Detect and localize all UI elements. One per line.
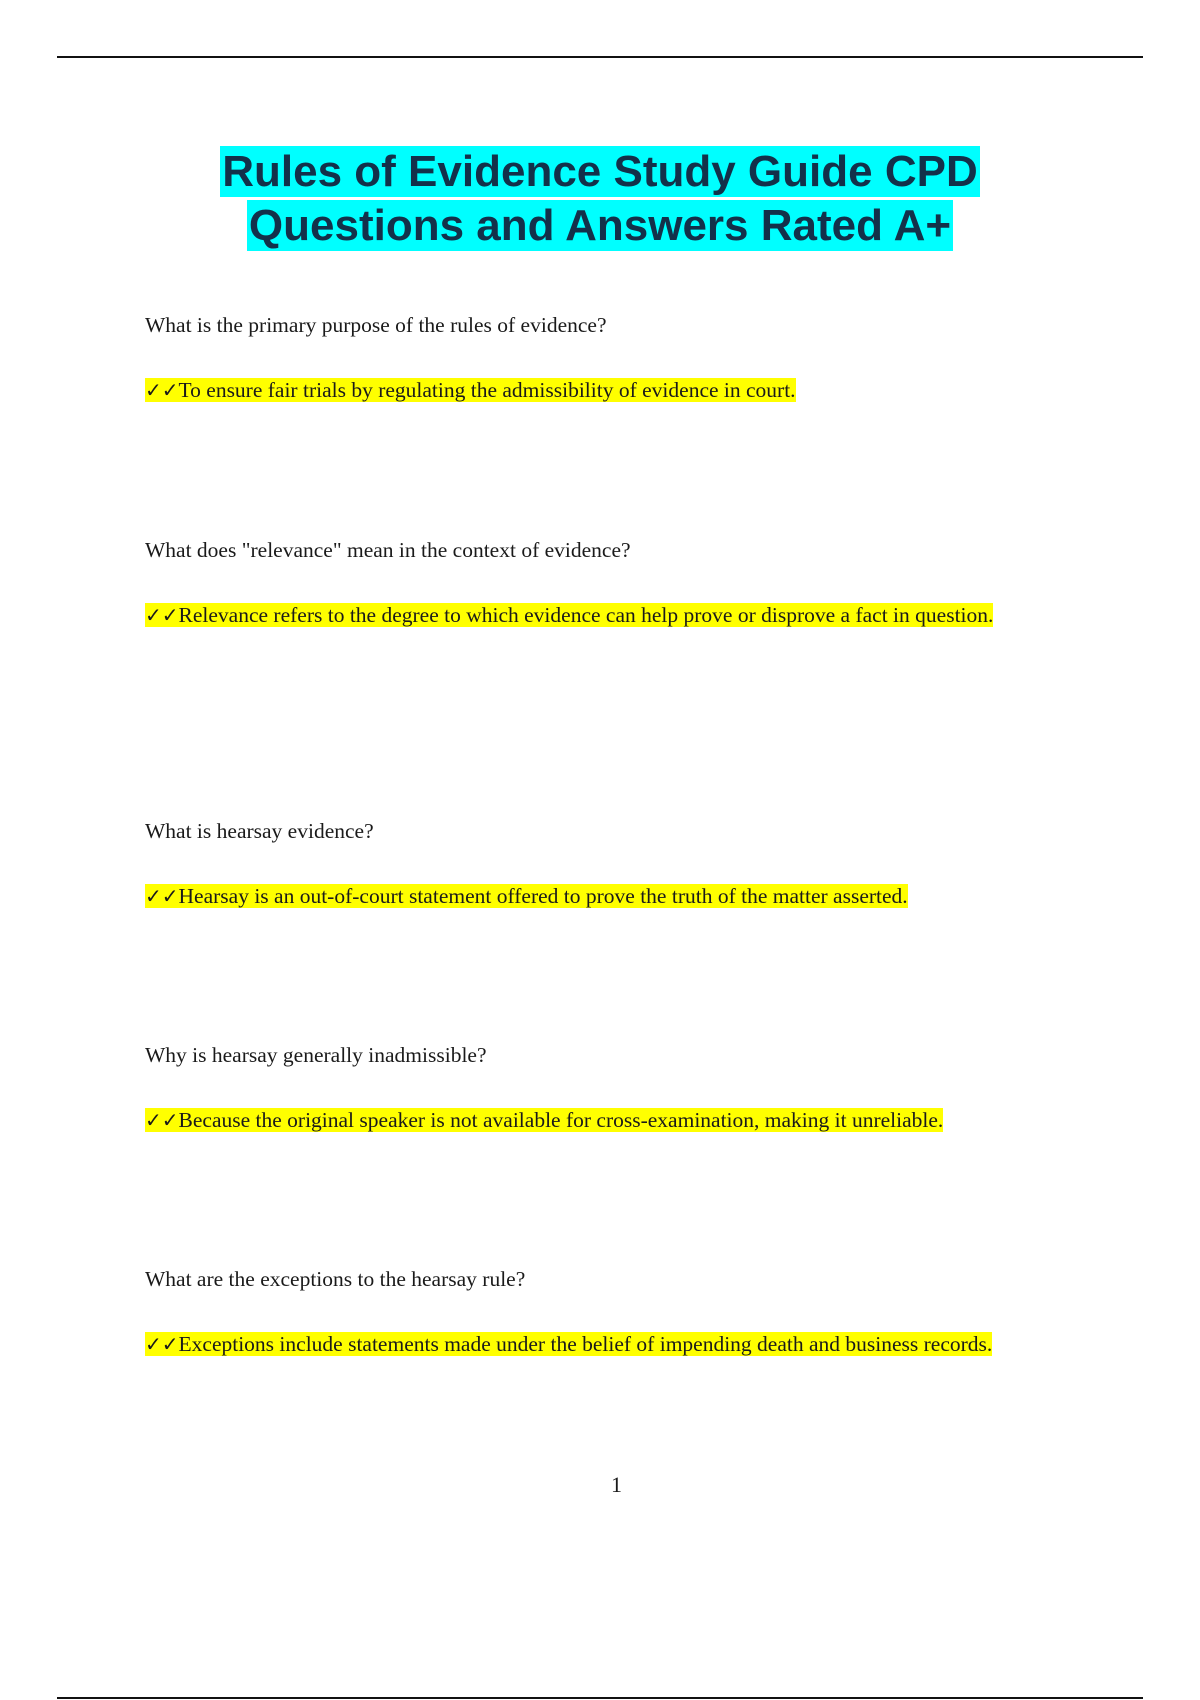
question: What are the exceptions to the hearsay rule? <box>145 1267 526 1291</box>
answer-text: To ensure fair trials by regulating the admissibility of evidence in court. <box>178 378 796 402</box>
title-line-1: Rules of Evidence Study Guide CPD <box>222 147 978 196</box>
answer-text: Relevance refers to the degree to which evidence can help prove or disprove a fact in question. <box>178 603 994 627</box>
question: What is the primary purpose of the rules of evidence? <box>145 313 607 337</box>
qa-item-2 <box>145 537 1045 646</box>
qa-item-1 <box>145 312 1045 421</box>
check-icon: ✓✓ <box>145 884 179 908</box>
check-icon: ✓✓ <box>145 1108 179 1132</box>
answer <box>145 866 1045 927</box>
answer-text: Hearsay is an out-of-court statement offered to prove the truth of the matter asserted. <box>178 884 908 908</box>
qa-item-3 <box>145 818 1045 927</box>
page-number: 1 <box>611 1472 622 1497</box>
question: What does "relevance" mean in the context of evidence? <box>145 538 631 562</box>
title-line-2: Questions and Answers Rated A+ <box>248 201 952 250</box>
bottom-divider <box>57 1697 1143 1699</box>
check-icon: ✓✓ <box>145 378 179 402</box>
question: What is hearsay evidence? <box>145 819 374 843</box>
qa-item-5 <box>145 1266 1045 1375</box>
check-icon: ✓✓ <box>145 1332 179 1356</box>
answer-text: Exceptions include statements made under the belief of impending death and business records. <box>178 1332 993 1356</box>
top-divider <box>57 56 1143 58</box>
question: Why is hearsay generally inadmissible? <box>145 1043 487 1067</box>
answer <box>145 360 1045 421</box>
answer <box>145 1090 1045 1151</box>
answer <box>145 1314 1045 1375</box>
answer-text: Because the original speaker is not available for cross-examination, making it unreliable. <box>178 1108 944 1132</box>
check-icon: ✓✓ <box>145 603 179 627</box>
answer <box>145 585 1045 646</box>
page-title <box>0 145 1200 253</box>
qa-item-4 <box>145 1042 1045 1151</box>
